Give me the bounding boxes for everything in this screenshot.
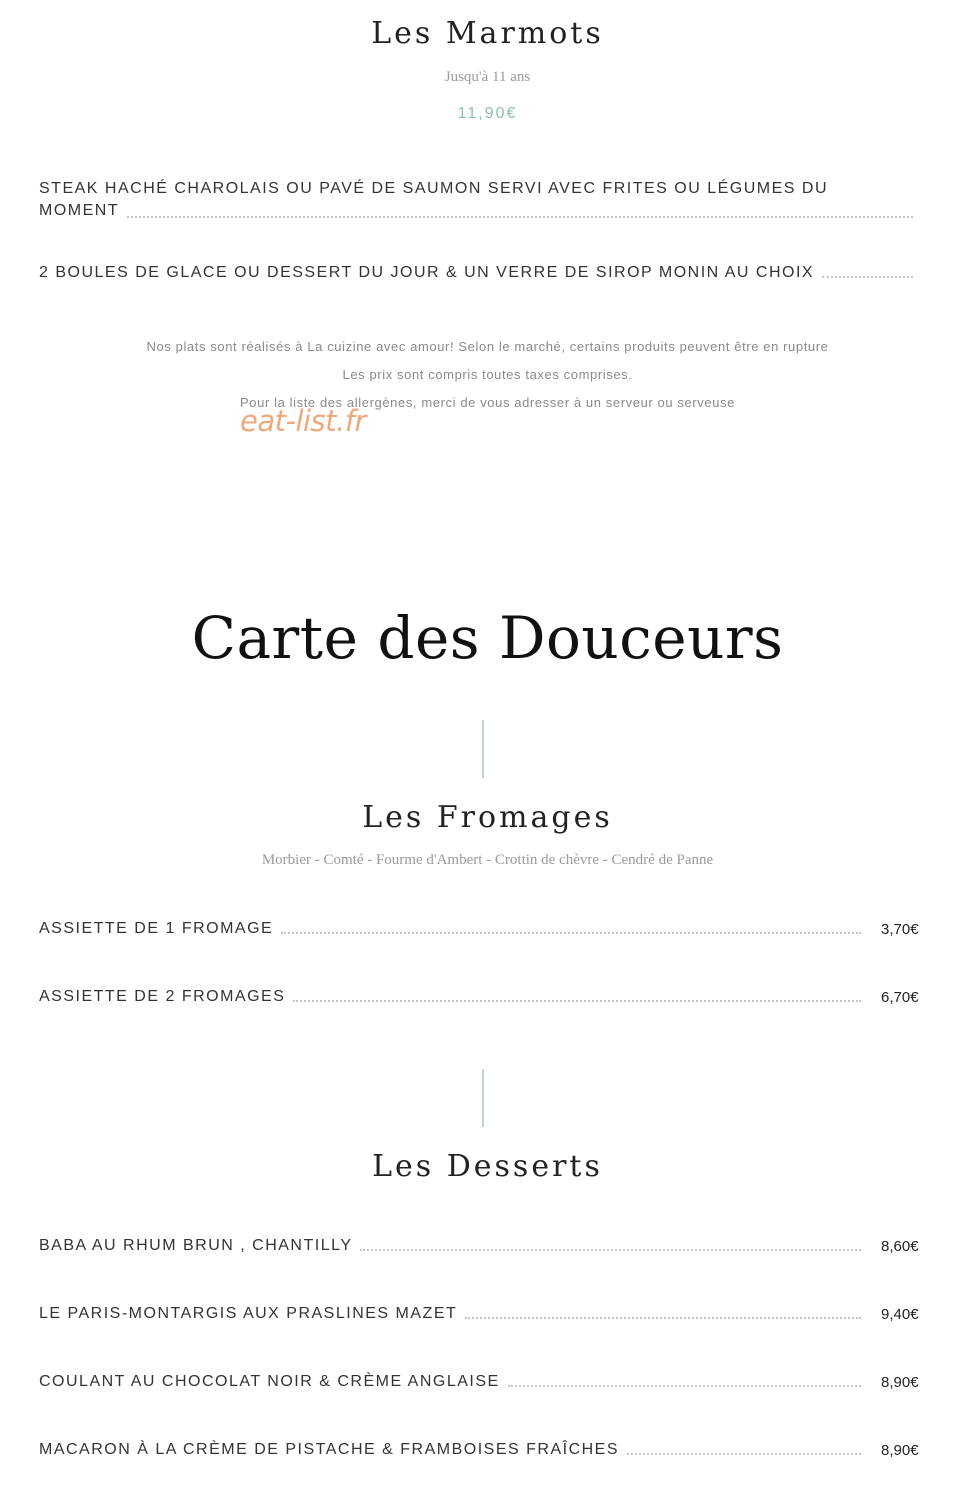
leader-dots xyxy=(627,1452,861,1455)
watermark: eat-list.fr xyxy=(240,404,366,438)
menu-item-name: ASSIETTE DE 1 FROMAGE xyxy=(39,920,274,937)
leader-dots xyxy=(508,1384,861,1387)
menu-item-name: MACARON À LA CRÈME DE PISTACHE & FRAMBOISES FRAÎCHES xyxy=(39,1441,620,1458)
menu-item-name: STEAK HACHÉ CHAROLAIS OU PAVÉ DE SAUMON SERVI AVEC FRITES OU LÉGUMES DU xyxy=(39,180,829,197)
menu-item-name: LE PARIS-MONTARGIS AUX PRASLINES MAZET xyxy=(39,1305,458,1322)
note-line: Nos plats sont réalisés à La cuizine avec amour! Selon le marché, certains produits peuvent être en rupture xyxy=(146,339,829,354)
menu-item-price: 9,40€ xyxy=(881,1306,919,1323)
leader-dots xyxy=(293,999,861,1002)
marmots-price: 11,90€ xyxy=(457,105,518,122)
leader-dots xyxy=(822,275,913,278)
section-title-fromages: Les Fromages xyxy=(362,800,613,835)
divider-line xyxy=(482,1069,484,1127)
note-line: Les prix sont compris toutes taxes comprises. xyxy=(342,367,633,382)
menu-item xyxy=(39,1441,919,1459)
section-title-desserts: Les Desserts xyxy=(372,1149,603,1184)
menu-item xyxy=(39,1237,919,1255)
menu-item-name: ASSIETTE DE 2 FROMAGES xyxy=(39,988,286,1005)
page-title: Carte des Douceurs xyxy=(191,604,784,672)
menu-item xyxy=(39,178,913,222)
menu-item-price: 3,70€ xyxy=(881,921,919,938)
section-title-marmots: Les Marmots xyxy=(371,16,604,51)
menu-item-price: 8,60€ xyxy=(881,1238,919,1255)
leader-dots xyxy=(127,215,913,218)
menu-item xyxy=(39,264,913,282)
leader-dots xyxy=(281,931,861,934)
menu-item-name: BABA AU RHUM BRUN , CHANTILLY xyxy=(39,1237,353,1254)
section-subtitle-fromages: Morbier - Comté - Fourme d'Ambert - Crottin de chèvre - Cendré de Panne xyxy=(261,852,714,868)
leader-dots xyxy=(465,1316,861,1319)
leader-dots xyxy=(360,1248,861,1251)
menu-item-price: 6,70€ xyxy=(881,989,919,1006)
menu-item xyxy=(39,1373,919,1391)
section-subtitle-marmots: Jusqu'à 11 ans xyxy=(444,69,531,85)
note-line: Pour la liste des allergènes, merci de vous adresser à un serveur ou serveuse xyxy=(240,395,735,410)
menu-item-name: COULANT AU CHOCOLAT NOIR & CRÈME ANGLAISE xyxy=(39,1373,500,1390)
divider-line xyxy=(482,720,484,778)
menu-item xyxy=(39,1305,919,1323)
menu-item xyxy=(39,988,919,1006)
menu-item-name: 2 BOULES DE GLACE OU DESSERT DU JOUR & UN VERRE DE SIROP MONIN AU CHOIX xyxy=(39,264,815,281)
menu-item-price: 8,90€ xyxy=(881,1442,919,1459)
menu-item-price: 8,90€ xyxy=(881,1374,919,1391)
menu-item xyxy=(39,920,919,938)
menu-item-name: MOMENT xyxy=(39,202,120,219)
